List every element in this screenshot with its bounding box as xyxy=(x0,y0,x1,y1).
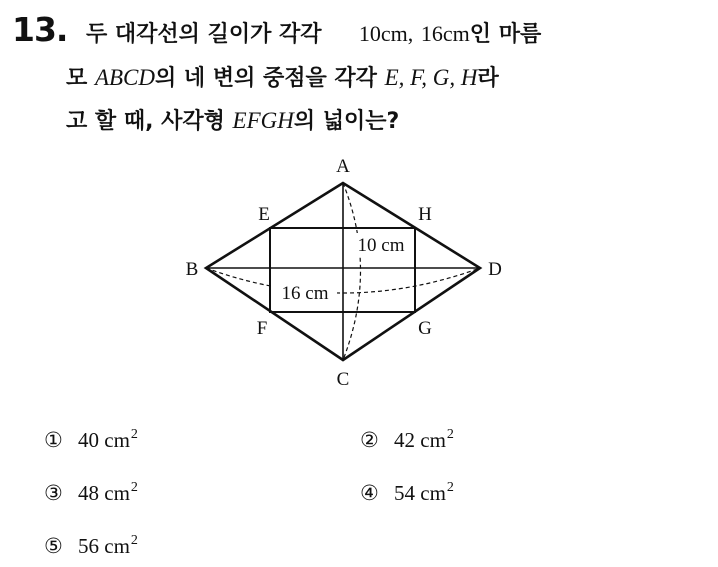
label-e: E xyxy=(258,204,270,225)
choice-exponent: 2 xyxy=(446,427,454,442)
question-text: 두 대각선의 길이가 각각 xyxy=(86,22,322,47)
choice-unit: cm xyxy=(104,428,130,452)
choice-exponent: 2 xyxy=(130,480,138,495)
choice-value: 40 xyxy=(78,428,99,452)
choice-5[interactable] xyxy=(44,533,138,559)
choice-unit: cm xyxy=(104,534,130,558)
choice-unit: cm xyxy=(420,481,446,505)
midpoint-names: E, F, G, H xyxy=(384,65,478,90)
question-text: 의 네 변의 중점을 각각 xyxy=(155,66,377,91)
question-number: 13. xyxy=(12,10,68,49)
diagonal-length-1: 10 xyxy=(358,21,381,46)
choice-unit: cm xyxy=(104,481,130,505)
choice-value: 54 xyxy=(394,481,415,505)
choice-exponent: 2 xyxy=(446,480,454,495)
choice-1[interactable] xyxy=(44,427,138,453)
choice-marker: ⑤ xyxy=(44,534,63,558)
diagonal-unit-1: cm xyxy=(380,21,408,46)
choice-marker: ④ xyxy=(360,481,379,505)
choice-value: 42 xyxy=(394,428,415,452)
long-diagonal-label: 16 cm xyxy=(281,283,329,304)
question-text: 모 xyxy=(66,66,88,91)
diagonal-length-2: 16 xyxy=(420,21,443,46)
choice-marker: ① xyxy=(44,428,63,452)
choice-4[interactable] xyxy=(360,480,454,506)
label-a: A xyxy=(336,156,350,177)
choice-unit: cm xyxy=(420,428,446,452)
short-diagonal-label: 10 cm xyxy=(357,235,405,256)
comma: , xyxy=(407,21,414,46)
question-text: 라 xyxy=(477,66,499,91)
question-text: 의 넓이는? xyxy=(293,109,400,134)
label-f: F xyxy=(256,318,268,339)
short-diagonal-arc xyxy=(343,183,361,360)
choice-exponent: 2 xyxy=(130,427,138,442)
question-text: 고 할 때, 사각형 xyxy=(66,109,225,134)
diagonal-unit-2: cm xyxy=(442,21,470,46)
label-h: H xyxy=(418,204,432,225)
choice-exponent: 2 xyxy=(130,533,138,548)
choice-marker: ② xyxy=(360,428,379,452)
label-b: B xyxy=(185,259,199,280)
choice-2[interactable] xyxy=(360,427,454,453)
question-text: 인 마름 xyxy=(469,22,542,47)
label-g: G xyxy=(418,318,432,339)
choice-3[interactable] xyxy=(44,480,138,506)
label-c: C xyxy=(336,369,350,390)
choice-value: 48 xyxy=(78,481,99,505)
choice-marker: ③ xyxy=(44,481,63,505)
choice-value: 56 xyxy=(78,534,99,558)
rect-name: EFGH xyxy=(232,108,294,133)
label-d: D xyxy=(488,259,502,280)
quad-name: ABCD xyxy=(94,65,155,90)
